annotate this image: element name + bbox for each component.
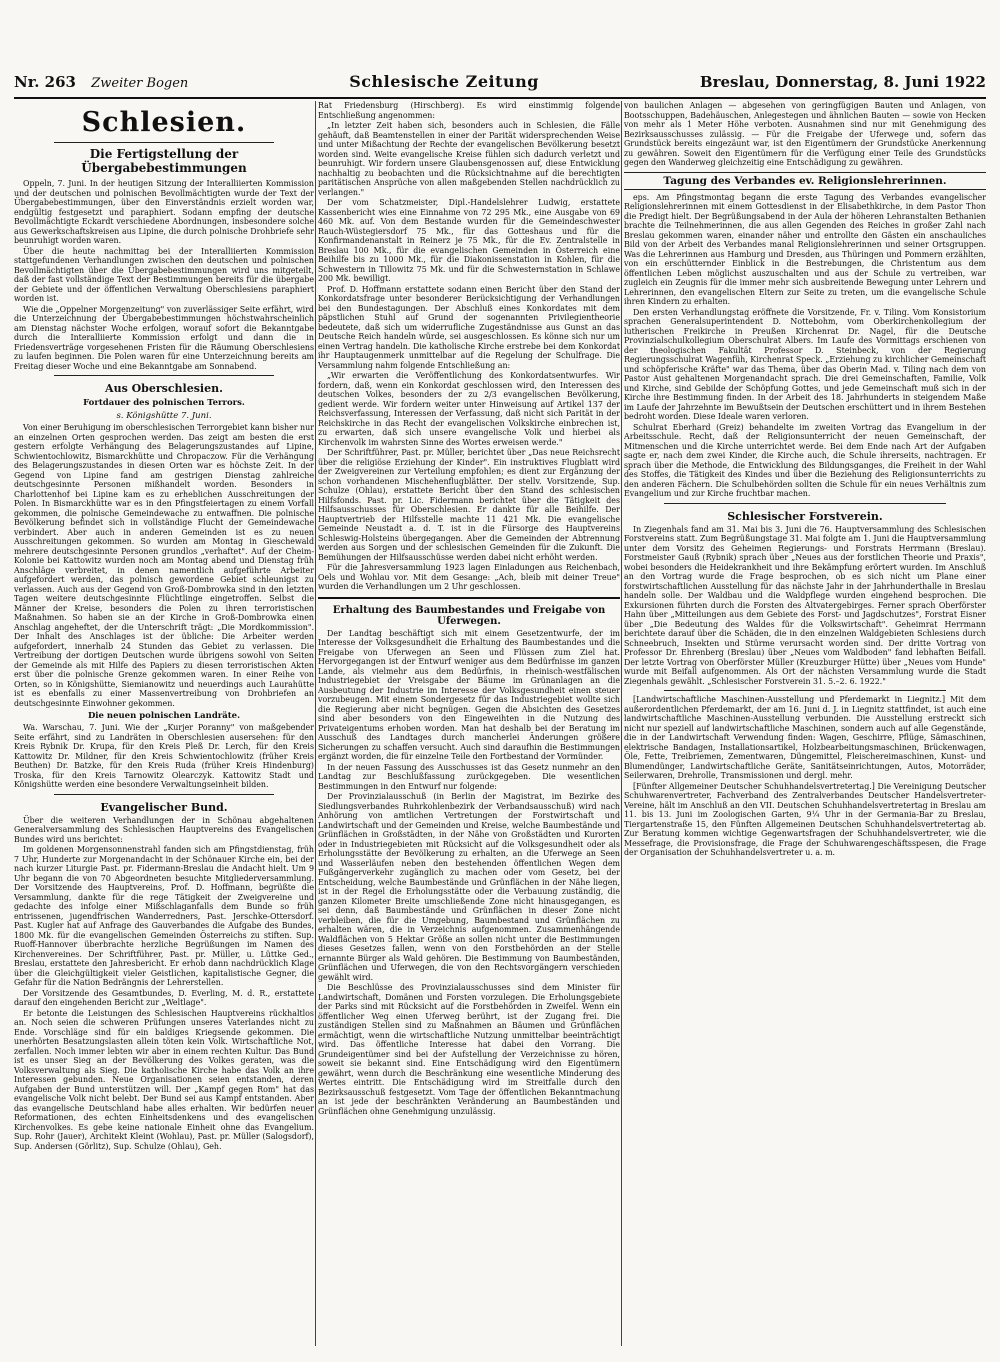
article-paragraph: eps. Am Pfingstmontag begann die erste Tagung des Verbandes evangelischer Religionslehrerinnen mit einem Gottesdienst in der Elisabethkirche, in dem Pastor Thon die Predigt hielt. Der Begrüßungsabend in der Aula der höheren Lehranstalten Bethanien brachte die Teilnehmerinnen, die aus allen Gegenden des Reiches in großer Zahl nach Breslau gekommen waren, einander näher und entrollte den Gästen ein anschauliches Bild von der Arbeit des Verbandes manal Religionslehrerinnen und seiner Ortsgruppen. Was die Lehrerinnen aus Hamburg und Dresden, aus Thüringen und Pommern erzählten, von ein erschütternder Einblick in die Bestrebungen, die Christentum aus dem öffentlichen Leben möglichst auszuschalten und aus der Schule zu vertreiben, war zugleich ein Zeugnis für die immer mehr sich ausbreitende Bewegung unter Lehrern und Lehrerinnen, den evangelischen Eltern zur Seite zu treten, um die evangelische Schule ihren Kindern zu erhalten. (624, 192, 986, 306)
section-heading: Evangelischer Bund. (100, 800, 228, 814)
column-3 (624, 101, 986, 1346)
section-heading: Schlesischer Forstverein. (727, 509, 883, 523)
article-paragraph: [Landwirtschaftliche Maschinen-Ausstellung und Pferdemarkt in Liegnitz.] Mit dem außerordentlichen Pferdemarkt, der am 16. Juni d. J. in Liegnitz stattfindet, ist auch eine landwirtschaftliche Maschinen-Ausstellung verbunden. Die Ausstellung erstreckt sich nicht nur speziell auf landwirtschaftliche Maschinen, sondern auch auf alle Gegenstände, die in der Landwirtschaft Verwendung finden: Wagen, Geschirre, Pflüge, Sämaschinen, elektrische Bandagen, Installationsartikel, Holzbearbeitungsmaschinen, Brückenwagen, Öle, Fette, Treibriemen, Zementwaren, Düngemittel, Fleischereimaschinen, Kunst- und Blumendünger, Landwirtschaftliche Geräte, Sanitätseinrichtungen, Autos, Motorräder, Seilerwaren, Drehrolle, Transmissionen und dergl. mehr. (624, 695, 986, 780)
divider (664, 503, 946, 504)
article-paragraph: Rat Friedensburg (Hirschberg). Es wird einstimmig folgende Entschließung angenommen: (318, 101, 620, 120)
article-heading: Die Fertigstellung der Übergabebestimmungen (81, 147, 247, 175)
article-subheading: Fortdauer des polnischen Terrors. (83, 398, 245, 408)
article-paragraph: Im goldenen Morgensonnenstrahl fanden sich am Pfingstdienstag, früh 7 Uhr, Hunderte zur Morgenandacht in der Schönauer Kirche ein, bei der nach kurzer Liturgie Past. pr. Fidermann-Breslau die Andacht hielt. Um 9 Uhr begann die von 70 Abgeordneten besuchte Mitgliederversammlung. Der Vorsitzende des Hauptvereins, Prof. D. Hoffmann, begrüßte die Versammlung, dankte für die rege Tätigkeit der Zweigvereine und gedachte des infolge einer Mißschlaganfalls dem Bunde so früh entrissenen, jugendfrischen Wanderredners, Past. Jerschke-Ottersdorf. Past. Kugler hat auf Anfrage des Gauverbandes die Aufgabe des Bundes, 1800 Mk. für die evangelischen Gemeinden Österreichs zu stiften. Sup. Ruoff-Hannover überbrachte herzliche Begrüßungen im Namen des Kirchenvereines. Der Schriftführer, Past. pr. Müller, u. Lüttke Ged., Breslau, erstattete den Jahresbericht. Er erhob dann nachdrücklich Klage über die Gleichgültigkeit vieler Geistlichen, kapitalistische Gegner, die Gefahr für die Nation Bedrängnis der Lehrerstellen. (14, 845, 314, 987)
section-heading: Tagung des Verbandes ev. Religionslehrerinnen. (624, 172, 986, 190)
article-paragraph: Über die heute nachmittag bei der Interalliierten Kommission stattgefundenen Verhandlungen zwischen den deutschen und polnischen Bevollmächtigten über die Übergabebestimmungen wird uns mitgeteilt, daß der fast vollständige Text der Bestimmungen bereits für die übergabe der Gebiete und der öffentlichen Verwaltung Oberschlesiens paraphiert worden ist. (14, 246, 314, 303)
article-paragraph: Prof. D. Hoffmann erstattete sodann einen Bericht über den Stand der Konkordatsfrage unter besonderer Berücksichtigung der Verhandlungen bei den Bundestagungen. Der Abschluß eines Konkordates mit dem päpstlichen Stuhl auf Grund der sogenannten Privilegientheorie bedeutete, daß sich um widerrufliche Zugeständnisse aus Gunst an das Deutsche Reich handeln würde, sei ausgeschlossen. Es könne sich nur um einen Vertrag handeln. Die katholische Kirche erstrebe bei dem Konkordat ihr Hauptaugenmerk unmittelbar auf die Regelung der Schulfrage. Die Versammlung nahm folgende Entschließung an: (318, 284, 620, 370)
article-paragraph: Der Vorsitzende des Gesamtbundes, D. Everling, M. d. R., erstattete darauf den eingehenden Bericht zur „Weltlage". (14, 988, 314, 1007)
dateline: Breslau, Donnerstag, 8. Juni 1922 (699, 73, 986, 91)
article-paragraph: Den ersten Verhandlungstag eröffnete die Vorsitzende, Fr. v. Tiling. Vom Konsistorium sprachen Generalsuperintendent D. Nottebohm, vom Oberkirchenkollegium der lutherischen Freikirche in Preußen Kirchenrat Dr. Nagel, für die Deutsche Provinzialschulkollegium Oberschulrat Albers. Im Laufe des Vormittags erschienen von der theologischen Fakultät Professor D. Steinbeck, von der Regierung Regierungsschulrat Wagenfüh, Kirchenrat Speck. „Erziehung zu kirchlicher Gemeinschaft und schöpferische Kräfte" war das Thema, über das Oberin Mad. v. Tiling nach dem von Pastor Aust gehaltenen Morgenandacht sprach. Die drei Gemeinschaften, Familie, Volk und Kirche, sind Gebilde der Schöpfung Gottes, und jede Gemeinschaft muß sich in der Kirche ihre Bestimmung finden. In der Arbeit des 18. Jahrhunderts in steigendem Maße im Laufe der Jahrzehnte im Bewußtsein der Deutschen erschüttert und in ihrem Bestehen bedroht worden. Diese Ideale waren verloren. (624, 307, 986, 421)
divider (54, 142, 274, 143)
article-paragraph: Wa. Warschau, 7. Juni. Wie der „Kurjer Poranny" von maßgebender Seite erfährt, sind zu Landräten in Oberschlesien ausersehen: für den Kreis Rybnik Dr. Krupa, für den Kreis Pleß Dr. Lerch, für den Kreis Kattowitz Dr. Mildner, für den Kreis Schwientochlowitz (früher Kreis Beuthen) Dr. Batzke, für den Kreis Ruda (früher Kreis Hindenburg) Troska, für den Kreis Tarnowitz Olearczyk. Kattowitz Stadt und Königshütte werden eine besondere Verwaltungseinheit bilden. (14, 723, 314, 789)
article-paragraph: Der vom Schatzmeister, Dipl.-Handelslehrer Ludwig, erstattete Kassenbericht wies eine Einnahme von 72 295 Mk., eine Ausgabe von 69 460 Mk. auf. Von dem Bestande wurden für die Gemeindeschwester Rauch-Wüstegiersdorf 75 Mk., für das Gotteshaus und für die Konfirmandenanstalt in Reinerz je 75 Mk., für die Ev. Zentralstelle in Breslau 100 Mk., für die evangelischen Gemeinden in Österreich eine Beihilfe bis zu 1000 Mk., für die Diakonissenstation in Kohlen, für die Schwestern in Tillowitz 75 Mk. und für die Schwesternstation in Schlawe 200 Mk. bewilligt. (318, 198, 620, 283)
article-paragraph: Der Provinzialausschuß (in Berlin der Magistrat, im Bezirke des Siedlungsverbandes Ruhrkohlenbezirk der Verbandsausschuß) wird nach Anhörung von amtlichen Vertretungen der Forstwirtschaft und Landwirtschaft und der Gemeinden und Kreise, welche Baumbestände und Grünflächen in Großstädten, in der Nähe von Großstädten und Kurorten oder in Industriegebieten mit Rücksicht auf die Volksgesundheit oder als Erholungsstätte der Bevölkerung zu erhalten, an die Uferwege an Seen und Wasserläufen neben den bestehenden öffentlichen Wegen dem Fußgängerverkehr zugänglich zu machen oder vom Gesetz, bei der Entscheidung, welche Baumbestände und Grünflächen in der Nähe liegen, ist in der Regel die Erholungsstätte oder die Verbauung zuständig, die ganzen Kilometer Breite umschließende Zone nicht hinausgegangen, es sei denn, daß Baumbestände und Grünflächen in dieser Zone nicht verbleiben, die für die Umgebung, Baumbestand und Grünflächen zu erhalten wären, die in Verzeichnis aufgenommen. Zusammenhängende Waldflächen von 5 Hektar Größe an sollen nicht unter die Bestimmungen dieses Gesetzes fallen, wenn von den Forstbehörden an der Stelle ernannte Bürger als Wald gehören. Die Bestimmung von Baumbeständen, Grünflächen und Uferwegen, die von den Rechtsvorgängern verschieden gewählt wird. (318, 792, 620, 982)
issue-info (14, 73, 188, 91)
article-paragraph: Von einer Beruhigung im oberschlesischen Terrorgebiet kann bisher nur an einzelnen Orten gesprochen werden. Das zeigt am besten die erst gestern erfolgte Verhängung des Belagerungszustandes auf Lipine, Schwientochlowitz, Bismarckhütte und Chropaczow. Für die Verhängung des Belagerungszustandes in diesen Orten war es höchste Zeit. In der Gegend von Lipine fand am gestrigen Dienstag zahlreiche deutschgesinnte Personen mißhandelt worden. Besonders in Charlottenhof bei Lipine kam es zu erheblichen Ausschreitungen der Polen. In Bismarckhütte war es in den Pfingstfeiertagen zu einem Vorfall gekommen, die polnische Gemeindewache zu entwaffnen. Die polnische Bevölkerung befindet sich in vollständige Flucht der Gemeindewache verbindert. Aber auch in anderen Gemeinden ist es zu neuen Ausschreitungen gekommen. So wurden am Montag in Gieschewald mehrere deutschgesinnte Personen grundlos „verhaftet". Auf der Cheim-Kolonie bei Kattowitz wurden noch am Montag abend und Dienstag früh Anschläge verbreitet, in denen namentlich aufgeführte Arbeiter aufgefordert werden, das polnisch gewordene Gebiet schleunigst zu verlassen. Auch aus der Gegend von Groß-Dombrowka sind in den letzten Tagen weitere deutschgesinnte Flüchtlinge eingetroffen. Selbst die Männer der Kreise, besonders die Polen zu ihren terroristischen Maßnahmen. So haben sie an der Kirche in Groß-Dombrowka einen Anschlag angeheftet, der die Unterschrift trägt: „Die Mordkommission". Der Inhalt des Anschlages ist der übliche: Die Arbeiter werden aufgefordert, innerhalb 24 Stunden das Gebiet zu verlassen. Die Vertreibung der dortigen Deutschen wurde übrigens sowohl von Seiten der Gemeinde als mit Hilfe des Papiers zu diesen terroristischen Akten erst über die polnische Grenze gekommen waren. In einer Reihe von Orten, so in Königshütte, Siemianowitz und neuerdings auch Laurahütte ist es ebenfalls zu einer Massenvertreibung von Drohbriefen an deutschgesinnte Einwohner gekommen. (14, 423, 314, 708)
article-paragraph: In der neuen Fassung des Ausschusses ist das Gesetz nunmehr an den Landtag zur Beschlußfassung zurückgegeben. Die wesentlichen Bestimmungen in den Entwurf nur folgende: (318, 762, 620, 791)
divider (318, 597, 620, 599)
article-paragraph: „Wir erwarten die Veröffentlichung des Konkordatsentwurfes. Wir fordern, daß, wenn ein Konkordat geschlossen wird, den Interessen des deutschen Volkes, besonders der zu 2/3 evangelischen Bevölkerung, gedient werde. Wir fordern weiter unter Hinweisung auf Artikel 137 der Reichsverfassung, Interessen der Verfassung, daß nicht sich Parität in der Reichskirche in das Recht der evangelischen Volkskirche einbrechen ist, zu erwarten, daß sich unsere evangelische Volk und hierbei als Kirchenvolk im wahrsten Sinne des Wortes erweisen werde." (318, 371, 620, 447)
article-paragraph: Er betonte die Leistungen des Schlesischen Hauptvereins rückhaltlos an. Noch seien die schweren Prüfungen unseres Vaterlandes nicht zu Ende. Vorschläge sind für ein baldiges Kriegsende gekommen. Die unerhörten Besatzungslasten allein töten kein Volk. Wirtschaftliche Not, zerfallen. Noch immer lebten wir aber in einem rechten Kultur. Das Bund ist es unser Sieg an der Bevölkerung des Volkes geraten, was die Volksverwaltung als Sieg. Die katholische Kirche habe das Volk an ihre Interessen gebunden. Neue Organisationen seien entstanden, deren Aufgaben der Bund unterstützen will. Der „Kampf gegen Rom" hat das evangelische Volk nicht belebt. Der Bund sei aus Kampf entstanden. Aber das evangelische Deutschland habe alles erhalten. Wir bedürfen neuer Reformationen, des echten Einheitsdenkens und des evangelischen Kirchenvolkes. Es gebe keine nationale Einheit ohne das Evangelium. Sup. Rohr (Jauer), Architekt Kleint (Wohlau), Past. pr. Müller (Salogsdorf), Sup. Andersen (Görlitz), Sup. Schulze (Ohlau), Geh. (14, 1008, 314, 1151)
column-divider (315, 101, 316, 1346)
article-paragraph: Über die weiteren Verhandlungen der in Schönau abgehaltenen Generalversammlung des Schlesischen Hauptvereins des Evangelischen Bundes wird uns berichtet: (14, 815, 314, 844)
section-heading-schlesien: Schlesien. (81, 107, 247, 138)
newspaper-title: Schlesische Zeitung (349, 72, 539, 91)
column-2 (318, 101, 620, 1346)
column-divider (621, 101, 622, 1346)
article-paragraph: Oppeln, 7. Juni. In der heutigen Sitzung der Interalliierten Kommission und der deutschen und polnischen Bevollmächtigten wurde der Text der Übergabebestimmungen, über den Einverständnis erzielt worden war, endgültig festgesetzt und paraphiert. Sodann empfing der deutsche Bevollmächtigte Eckardt verschiedene Abordnungen, insbesondere solche aus Gewerkschaftskreisen aus Lipine, die durch polnische Drohbriefe sehr beunruhigt worden waren. (14, 179, 314, 245)
article-paragraph: Der Landtag beschäftigt sich mit einem Gesetzentwurfe, der im Interesse der Volksgesundheit die Erhaltung des Baumbestandes und die Freigabe von Uferwegen an Seen und Flüssen zum Ziel hat. Hervorgegangen ist der Entwurf weniger aus dem Bedürfnisse im ganzen Lande, als vielmehr aus dem Bedürfnis, in rheinisch-westfälischen Industriegebiet der Vreisgabe der Bäume im Grünanlagen an die Ausbeutung der Industrie im Interesse der Volksgesundheit einen steuer vorzubeugen. Mit einem Sondergesetz für das Industriegebiet wollte sich die Regierung aber nicht begnügen. Gegen die Absichten des Gesetzes sind aber besonders von den Eingeweihten in die Nutzung des Privateigentums erhoben worden. Man hat deshalb bei der Beratung im Ausschuß des Landtages durch mancherlei Änderungen größere Sicherungen zu schaffen versucht. Auch sind daraufhin die Bestimmungen ergänzt worden, die für einzelne Teile den Fortbestand der Vormünder. (318, 628, 620, 761)
bogen-label: Zweiter Bogen (91, 76, 189, 91)
masthead (14, 72, 986, 94)
issue-number: Nr. 263 (14, 73, 76, 91)
article-paragraph: [Fünfter Allgemeiner Deutscher Schuhhandelsvertretertag.] Die Vereinigung Deutscher Schuhwarenvertreter, Fachverband des Zentralverbandes Deutscher Handelsvertreter-Vereine, hält im Anschluß an den VII. Deutschen Schuhhandelsvertretertag in Breslau am 11. bis 13. Juni im Zoologischen Garten, 9¼ Uhr in der Germania-Bar zu Breslau, Tiergartenstraße 15, den Fünften Allgemeinen Deutschen Schuhhandelsvertretertag ab. Zur Beratung kommen wichtige Gegenwartsfragen der Schuhhandelsvertreter, wie die Messefrage, die Provisionsfrage, die Frage der Schuhwarengeschäftsspesen, die Frage der Organisation der Schuhhandelsvertreter u. a. m. (624, 781, 986, 857)
column-1 (14, 101, 314, 1346)
section-heading: Aus Oberschlesien. (105, 382, 223, 395)
divider (54, 794, 274, 795)
article-paragraph: Der Schriftführer, Past. pr. Müller, berichtet über „Das neue Reichsrecht über die religiöse Erziehung der Kinder". Ein instruktives Flugblatt wird der Zweigvereinen zur Verteilung empfohlen; es dient zur Ergänzung der schon vorhandenen Mischehenflugblätter. Der stellv. Vorsitzende, Sup. Schulze (Ohlau), erstattete Bericht über den Stand des schlesischen Hilfsfonds. Past. pr. Lic. Fidermann berichtet über die Tätigkeit des Hilfsausschusses für Oberschlesien. Er dankte für alle Beihilfe. Der Hauptvertrieb der Hilfsstelle machte 11 421 Mk. Die evangelische Gemeinde Neustadt a. d. T. ist in die Fürsorge des Hauptvereins Schleswig-Holsteins übergegangen. Aber die Gemeinden der Abtrennung werden aus Sorgen und der schlesischen Gemeinden für die Zukunft. Die Bemühungen der Hilfsausschüsse werden dabei nicht erhöht werden. (318, 448, 620, 562)
article-paragraph: Schulrat Eberhard (Greiz) behandelte im zweiten Vortrag das Evangelium in der Arbeitsschule. Recht, daß der Religionsunterricht der neuen Gemeinschaft, der Mitmenschen und die Kirche unterrichtet werde. Bei dem Ende nach Art der Aufgaben sagte er, nach dem zwei Kinder, die Kirche auch, die Schule ihrerseits, nachtragen. Er sprach über die Methode, die Entwicklung des Bildungsganges, die Freiheit in der Wahl des Stoffes, die Tätigkeit des Kindes und über die Beziehung des Religionsunterrichts zu den anderen Fächern. Die Schulbehörden sollten die Schule für ein neues Verhältnis zum Evangelium und zur Kirche fruchtbar machen. (624, 422, 986, 498)
divider (664, 690, 946, 691)
masthead-rule (14, 97, 986, 99)
divider (54, 375, 274, 376)
article-dateline: s. Königshütte 7. Juni. (116, 411, 212, 421)
article-paragraph: In Ziegenhals fand am 31. Mai bis 3. Juni die 76. Hauptversammlung des Schlesischen Forstvereins statt. Zum Begrüßungstage 31. Mai folgte am 1. Juni die Hauptversammlung unter dem Vorsitz des Geheimen Regierungs- und Forstrats Herrmann (Breslau). Forstmeister Gauß (Rybnik) sprach über „Neues aus der forstlichen Theorie und Praxis", wobei besonders die Heidekrankheit und ihre Bekämpfung erörtert wurden. Im Anschluß an den Vortrag wurde die Frage besprochen, ob es sich nicht um Plane einer forstwirtschaftlichen Ausstellung für das nächste Jahr in der Jahrhunderthalle in Breslau handeln solle. Der Waldbau und die Waldpflege wurden eingehend besprochen. Die Exkursionen führten durch die Forsten des Altvatergebirges. Ferner sprach Oberförster Hahn über „Mitteilungen aus dem Gebiete des Forst- und Jagdschutzes", Forstrat Eisner über „Die Bedeutung des Waldes für die Volkswirtschaft". Geheimrat Herrmann berichtete darauf über die Schäden, die in den einzelnen Waldgebieten Schlesiens durch Schneebruch, Insekten und Stürme verursacht worden sind. Der dritte Vortrag von Professor Dr. Ehrenberg (Breslau) über „Neues vom Waldboden" fand lebhaften Beifall. Der letzte Vortrag von Oberförster Müller (Kreuzburger Hütte) über „Neues vom Hunde" wurde mit Beifall aufgenommen. Als Ort der nächsten Versammlung wurde die Stadt Ziegenhals gewählt. „Schlesischer Forstverein 31. 5.–2. 6. 1922." (624, 524, 986, 686)
article-paragraph: Die Beschlüsse des Provinzialausschusses sind dem Minister für Landwirtschaft, Domänen und Forsten vorzulegen. Die Erholungsgebiete der Parks sind mit Rücksicht auf die Forstbehörden in Zweifel. Wenn ein öffentlicher Weg einen Uferweg berührt, ist der Zugang frei. Die zuständigen Stellen sind zu Maßnahmen an Bäumen und Grünflächen ermächtigt, wenn die wirtschaftliche Nutzung unmittelbar beeinträchtigt wird. Das öffentliche Interesse hat dabei den Vorrang. Die Grundeigentümer sind bei der Aufstellung der Verzeichnisse zu hören, soweit sie bekannt sind. Eine Entschädigung wird den Eigentümern gewährt, wenn durch die Beschränkung eine wesentliche Minderung des Wertes eintritt. Die Entschädigung wird im Streitfalle durch den Bezirksausschuß festgesetzt. Vom Tage der öffentlichen Bekanntmachung an ist jede der beschränkten Veränderung an Baumbeständen und Grünflächen ohne Genehmigung unzulässig. (318, 983, 620, 1116)
article-paragraph: „In letzter Zeit haben sich, besonders auch in Schlesien, die Fälle gehäuft, daß Beamtenstellen in einer der Parität widersprechenden Weise und unter Mißachtung der Rechte der evangelischen Bevölkerung besetzt worden sind. Weite evangelische Kreise fühlen sich dadurch verletzt und beunruhigt. Wir fordern unsere Glaubensgenossen auf, diese Entwicklung nachhaltig zu beobachten und die Rücksichtnahme auf die berechtigten paritätischen Ansprüche von allen maßgebenden Stellen nachdrücklich zu verlangen." (318, 121, 620, 197)
article-paragraph: von baulichen Anlagen — abgesehen von geringfügigen Bauten und Anlagen, von Bootsschuppen, Badehäuschen, Anlegestegen und ähnlichen Bauten — sowie von Hecken von mehr als 1 Meter Höhe verboten. Ausnahmen sind nur mit Genehmigung des Bezirksausschusses zulässig. — Für die Freigabe der Uferwege und, sofern das Grundstück bereits eingezäunt war, ist den Eigentümern der Grundstücke Anerkennung zu gewähren. Soweit den Eigentümern für die Verfügung einer Teile des Grundstücks gegen den Wanderweg gleichzeitig eine Entschädigung zu gewähren. (624, 101, 986, 167)
article-paragraph: Wie die „Oppelner Morgenzeitung" von zuverlässiger Seite erfährt, wird die Unterzeichnung der Übergabebestimmungen höchstwahrscheinlich am Dienstag nächster Woche erfolgen, worauf sofort die Bekanntgabe durch die Interalliierte Kommission erfolgt und dann die in Friedensverträge vorgesehenen Fristen für die Räumung Oberschlesiens zu laufen beginnen. Die Polen waren für eine Unterzeichnung bereits am Freitag dieser Woche und eine Bekanntgabe am Sonnabend. (14, 304, 314, 371)
article-paragraph: Für die Jahresversammlung 1923 lagen Einladungen aus Reichenbach, Oels und Wohlau vor. Mit dem Gesange: „Ach, bleib mit deiner Treue" wurden die Verhandlungen um 2 Uhr geschlossen. (318, 563, 620, 591)
article-subheading: Die neuen polnischen Landräte. (87, 711, 241, 721)
section-heading: Erhaltung des Baumbestandes und Freigabe von Uferwegen. (332, 604, 606, 627)
